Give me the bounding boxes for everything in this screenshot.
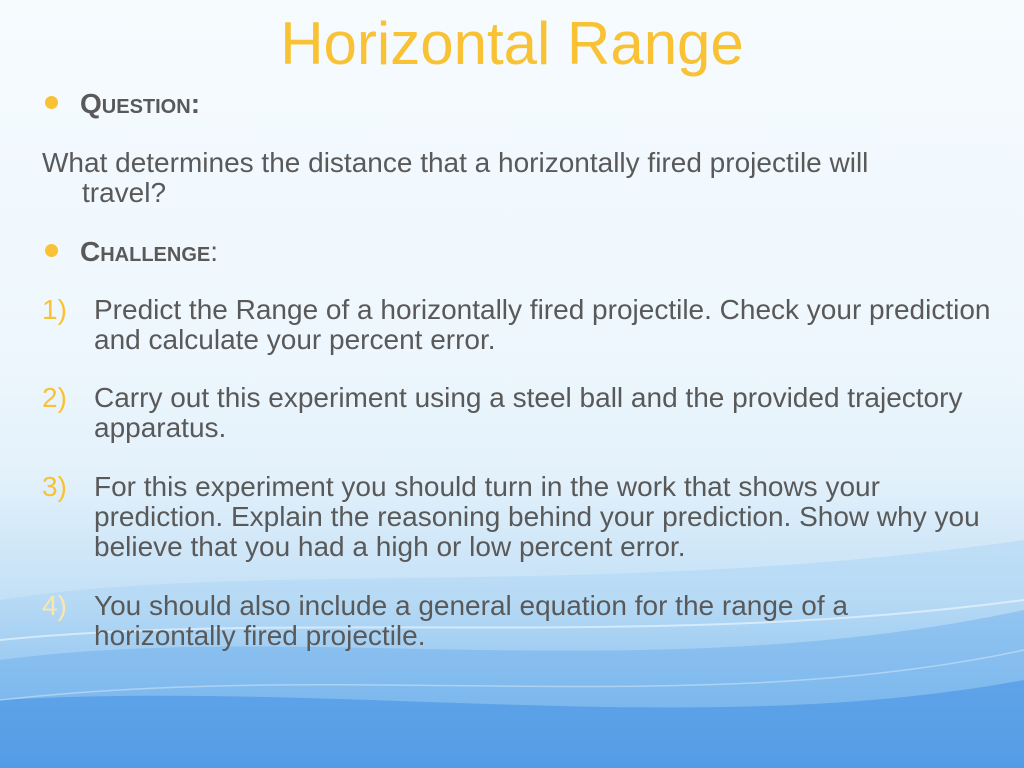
challenge-bullet-icon — [45, 244, 58, 257]
question-heading-label: Question — [80, 88, 191, 119]
question-heading-colon: : — [190, 88, 201, 119]
item-4-number: 4) — [42, 590, 67, 621]
item-3-text: For this experiment you should turn in the work that shows your prediction. Explain the reasoning behind your prediction. Show why you believe that you had a high or low percent error. — [94, 471, 980, 562]
question-text — [42, 148, 982, 208]
item-3-number: 3) — [42, 471, 67, 502]
challenge-heading-label: Challenge — [80, 236, 211, 267]
challenge-heading-colon: : — [210, 236, 219, 267]
slide-title: Horizontal Range — [280, 10, 744, 77]
item-4-text: You should also include a general equation for the range of a horizontally fired projectile. — [94, 590, 848, 651]
item-2-number: 2) — [42, 382, 67, 413]
question-text-line2: travel? — [82, 177, 167, 208]
item-1-text: Predict the Range of a horizontally fired projectile. Check your prediction and calculate your percent error. — [94, 294, 991, 355]
challenge-heading — [80, 237, 218, 267]
question-text-line1: What determines the distance that a horizontally fired projectile will — [42, 147, 869, 178]
item-1-number: 1) — [42, 294, 67, 325]
item-2-text: Carry out this experiment using a steel ball and the provided trajectory apparatus. — [94, 382, 963, 443]
question-heading — [80, 89, 200, 119]
question-bullet-icon — [45, 96, 58, 109]
